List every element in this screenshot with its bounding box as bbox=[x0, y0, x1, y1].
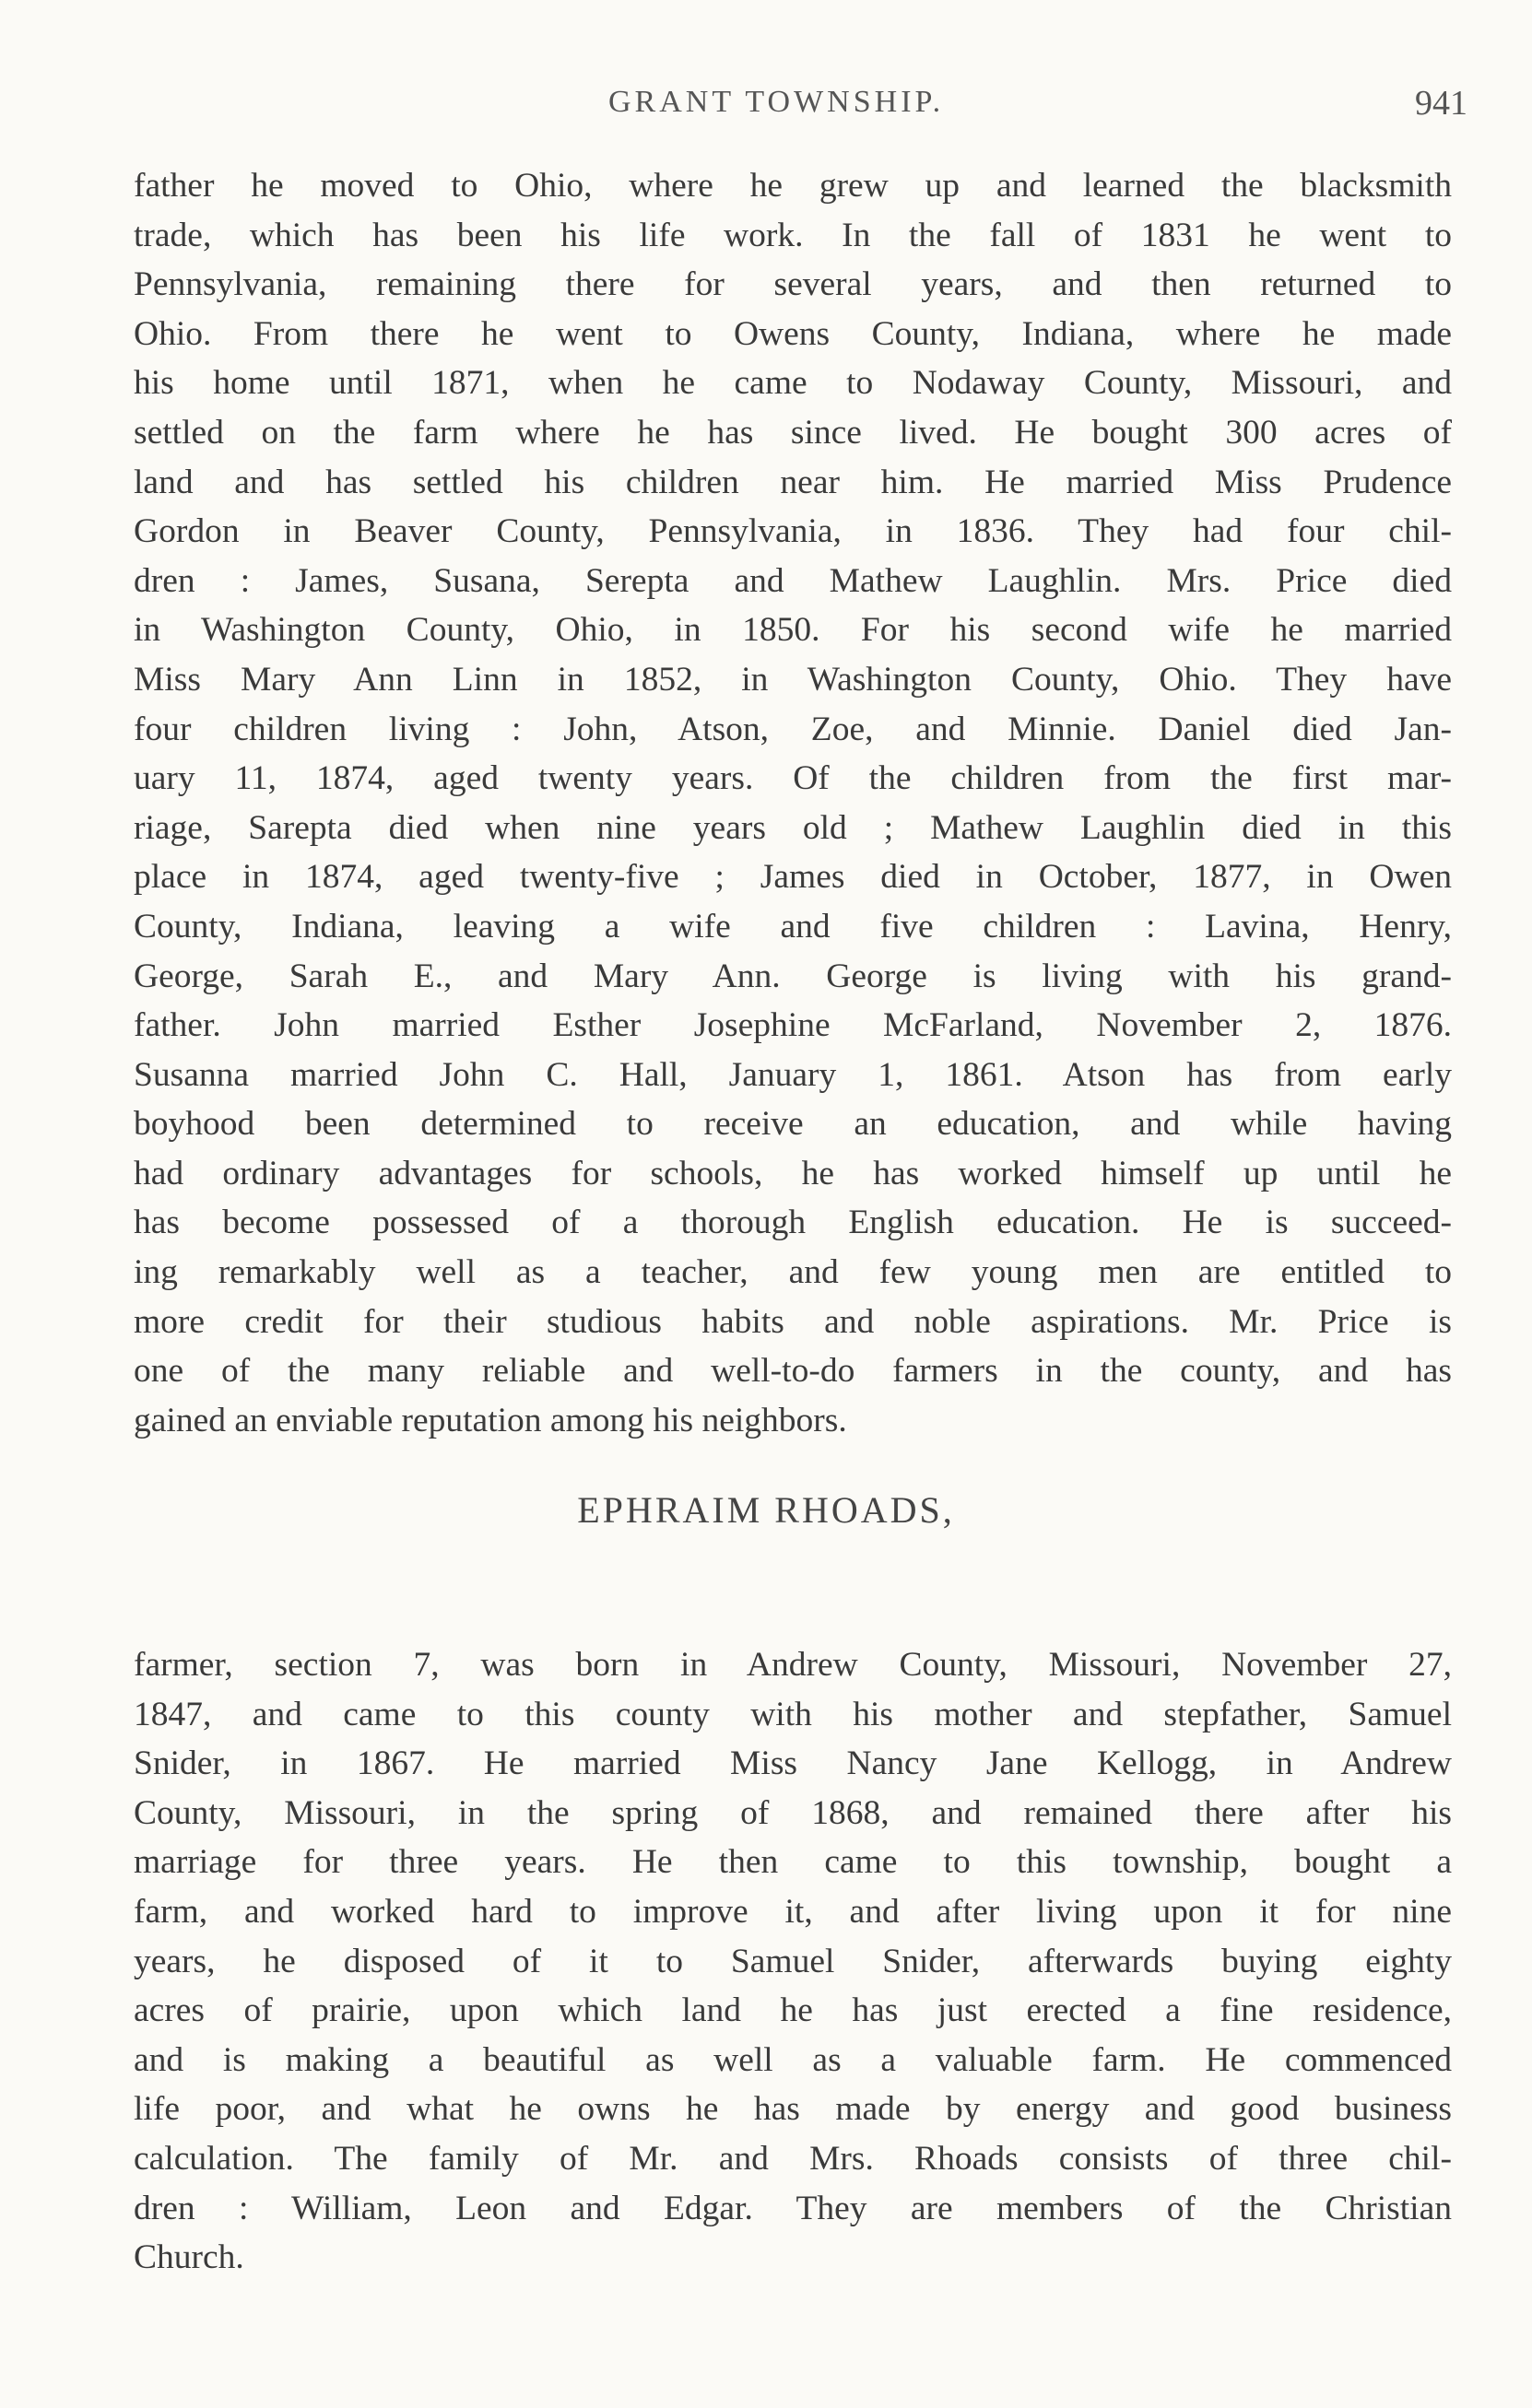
text-line: Pennsylvania, remaining there for several years, and then returned to bbox=[134, 265, 1452, 304]
text-line: Ohio. From there he went to Owens County, Indiana, where he made bbox=[134, 314, 1452, 353]
text-line: dren : William, Leon and Edgar. They are members of the Christian bbox=[134, 2189, 1452, 2227]
text-line: father. John married Esther Josephine McFarland, November 2, 1876. bbox=[134, 1006, 1452, 1045]
text-line: Gordon in Beaver County, Pennsylvania, in 1836. They had four chil- bbox=[134, 512, 1452, 551]
text-line: and is making a beautiful as well as a valuable farm. He commenced bbox=[134, 2040, 1452, 2079]
text-line: had ordinary advantages for schools, he has worked himself up until he bbox=[134, 1154, 1452, 1192]
text-line: Snider, in 1867. He married Miss Nancy Jane Kellogg, in Andrew bbox=[134, 1744, 1452, 1783]
text-line: place in 1874, aged twenty-five ; James died in October, 1877, in Owen bbox=[134, 858, 1452, 897]
text-line: George, Sarah E., and Mary Ann. George is living with his grand- bbox=[134, 957, 1452, 995]
text-line: riage, Sarepta died when nine years old ; Mathew Laughlin died in this bbox=[134, 808, 1452, 847]
text-line: gained an enviable reputation among his neighbors. bbox=[134, 1401, 847, 1439]
text-line: land and has settled his children near him. He married Miss Prudence bbox=[134, 463, 1452, 501]
text-line: settled on the farm where he has since lived. He bought 300 acres of bbox=[134, 413, 1452, 452]
text-line: Susanna married John C. Hall, January 1, 1861. Atson has from early bbox=[134, 1055, 1452, 1094]
text-line: farm, and worked hard to improve it, and after living upon it for nine bbox=[134, 1892, 1452, 1931]
running-head bbox=[0, 85, 1532, 127]
biography-paragraph-price bbox=[134, 161, 1452, 1445]
section-heading: EPHRAIM RHOADS, bbox=[577, 1489, 955, 1531]
text-line: Miss Mary Ann Linn in 1852, in Washington County, Ohio. They have bbox=[134, 660, 1452, 699]
biography-paragraph-rhoads bbox=[134, 1640, 1452, 2283]
text-line: ing remarkably well as a teacher, and few young men are entitled to bbox=[134, 1253, 1452, 1292]
text-line: has become possessed of a thorough English education. He is succeed- bbox=[134, 1204, 1452, 1242]
text-line: County, Missouri, in the spring of 1868, and remained there after his bbox=[134, 1793, 1452, 1832]
text-line: Church. bbox=[134, 2238, 244, 2277]
text-line: one of the many reliable and well-to-do farmers in the county, and has bbox=[134, 1352, 1452, 1391]
text-line: trade, which has been his life work. In the fall of 1831 he went to bbox=[134, 216, 1452, 254]
text-line: uary 11, 1874, aged twenty years. Of the children from the first mar- bbox=[134, 759, 1452, 798]
text-line: dren : James, Susana, Serepta and Mathew Laughlin. Mrs. Price died bbox=[134, 561, 1452, 600]
text-line: his home until 1871, when he came to Nodaway County, Missouri, and bbox=[134, 364, 1452, 403]
text-line: father he moved to Ohio, where he grew up and learned the blacksmith bbox=[134, 167, 1452, 205]
text-line: more credit for their studious habits and noble aspirations. Mr. Price is bbox=[134, 1302, 1452, 1341]
running-title: GRANT TOWNSHIP. bbox=[608, 85, 945, 119]
text-line: marriage for three years. He then came to this township, bought a bbox=[134, 1843, 1452, 1882]
page-number: 941 bbox=[1415, 84, 1467, 123]
text-line: 1847, and came to this county with his mother and stepfather, Samuel bbox=[134, 1695, 1452, 1733]
text-line: four children living : John, Atson, Zoe, and Minnie. Daniel died Jan- bbox=[134, 710, 1452, 748]
text-line: acres of prairie, upon which land he has just erected a fine residence, bbox=[134, 1991, 1452, 2030]
text-line: farmer, section 7, was born in Andrew County, Missouri, November 27, bbox=[134, 1646, 1452, 1684]
text-line: calculation. The family of Mr. and Mrs. Rhoads consists of three chil- bbox=[134, 2139, 1452, 2178]
text-line: life poor, and what he owns he has made by energy and good business bbox=[134, 2090, 1452, 2129]
text-line: years, he disposed of it to Samuel Snider, afterwards buying eighty bbox=[134, 1942, 1452, 1980]
text-line: boyhood been determined to receive an education, and while having bbox=[134, 1105, 1452, 1144]
text-line: County, Indiana, leaving a wife and five children : Lavina, Henry, bbox=[134, 907, 1452, 946]
text-line: in Washington County, Ohio, in 1850. For his second wife he married bbox=[134, 611, 1452, 650]
